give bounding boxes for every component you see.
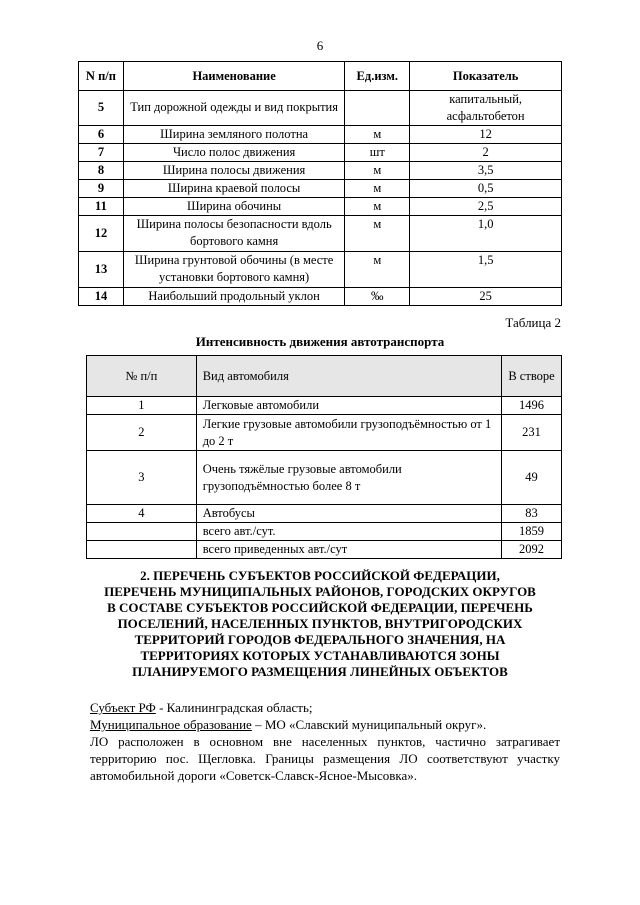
location-paragraph: ЛО расположен в основном вне населенных пунктов, частично затрагивает территорию пос. Щегловка. Границы размещения ЛО соответствуют участку автомобильной дороги «Советск-Славск-Ясное-Мысовка». <box>90 734 560 783</box>
row-number: 13 <box>79 251 124 287</box>
row-value: 1859 <box>502 523 562 541</box>
table-label: Таблица 2 <box>505 315 561 330</box>
table-row <box>79 287 562 305</box>
table-header-row <box>79 62 562 91</box>
page-number: 6 <box>316 38 324 53</box>
municipal-label: Муниципальное образование <box>90 717 252 732</box>
row-value: 3,5 <box>410 161 562 179</box>
column-header-value: Показатель <box>410 62 562 91</box>
row-unit: ‰ <box>345 287 410 305</box>
row-value: 83 <box>502 505 562 523</box>
row-unit: м <box>345 251 410 287</box>
column-header-value: В створе <box>502 356 562 397</box>
table-row <box>79 161 562 179</box>
column-header-number: № п/п <box>87 356 197 397</box>
municipal-line <box>90 716 560 733</box>
column-header-number: N п/п <box>79 62 124 91</box>
row-value: 1496 <box>502 397 562 415</box>
column-header-vehicle: Вид автомобиля <box>196 356 501 397</box>
table-title: Интенсивность движения автотранспорта <box>195 334 445 349</box>
row-unit: м <box>345 197 410 215</box>
row-value: 0,5 <box>410 179 562 197</box>
row-value: капитальный, асфальтобетон <box>410 91 562 126</box>
row-number: 7 <box>79 143 124 161</box>
table-row <box>79 91 562 126</box>
table-row <box>87 505 562 523</box>
table-row <box>79 143 562 161</box>
row-vehicle: всего приведенных авт./сут <box>196 541 501 559</box>
row-value: 12 <box>410 125 562 143</box>
row-number <box>87 523 197 541</box>
table-row <box>79 215 562 251</box>
table-row <box>87 397 562 415</box>
row-name: Ширина полосы движения <box>123 161 344 179</box>
row-name: Ширина обочины <box>123 197 344 215</box>
row-name: Ширина полосы безопасности вдоль бортового камня <box>123 215 344 251</box>
row-number: 8 <box>79 161 124 179</box>
row-vehicle: Автобусы <box>196 505 501 523</box>
row-value: 1,0 <box>410 215 562 251</box>
row-name: Ширина земляного полотна <box>123 125 344 143</box>
table-row <box>87 415 562 451</box>
row-value: 1,5 <box>410 251 562 287</box>
row-number: 12 <box>79 215 124 251</box>
row-name: Ширина краевой полосы <box>123 179 344 197</box>
row-unit <box>345 91 410 126</box>
row-number: 14 <box>79 287 124 305</box>
table-row <box>79 197 562 215</box>
row-value: 25 <box>410 287 562 305</box>
table-row <box>87 541 562 559</box>
row-number: 11 <box>79 197 124 215</box>
row-vehicle: Легковые автомобили <box>196 397 501 415</box>
subject-line <box>90 699 560 716</box>
section-heading: 2. ПЕРЕЧЕНЬ СУБЪЕКТОВ РОССИЙСКОЙ ФЕДЕРАЦИИ, ПЕРЕЧЕНЬ МУНИЦИПАЛЬНЫХ РАЙОНОВ, ГОРОДСКИХ ОКРУГОВ В СОСТАВЕ СУБЪЕКТОВ РОССИЙСКОЙ ФЕДЕРАЦИИ, ПЕРЕЧЕНЬ ПОСЕЛЕНИЙ, НАСЕЛЕННЫХ ПУНКТОВ, ВНУТРИГОРОДСКИХ ТЕРРИТОРИЙ ГОРОДОВ ФЕДЕРАЛЬНОГО ЗНАЧЕНИЯ, НА ТЕРРИТОРИЯХ КОТОРЫХ УСТАНАВЛИВАЮТСЯ ЗОНЫ ПЛАНИРУЕМОГО РАЗМЕЩЕНИЯ ЛИНЕЙНЫХ ОБЪЕКТОВ <box>104 568 536 679</box>
subject-value: - Калининградская область; <box>155 700 313 715</box>
road-parameters-table <box>78 61 562 306</box>
row-unit: м <box>345 179 410 197</box>
row-value: 2 <box>410 143 562 161</box>
row-number: 5 <box>79 91 124 126</box>
table-row <box>79 179 562 197</box>
table-header-row <box>87 356 562 397</box>
table-row <box>87 451 562 505</box>
column-header-name: Наименование <box>123 62 344 91</box>
row-unit: м <box>345 215 410 251</box>
row-name: Ширина грунтовой обочины (в месте установки бортового камня) <box>123 251 344 287</box>
row-name: Наибольший продольный уклон <box>123 287 344 305</box>
column-header-unit: Ед.изм. <box>345 62 410 91</box>
row-vehicle: Легкие грузовые автомобили грузоподъёмностью от 1 до 2 т <box>196 415 501 451</box>
row-value: 49 <box>502 451 562 505</box>
row-unit: м <box>345 161 410 179</box>
subject-label: Субъект РФ <box>90 700 156 715</box>
row-number: 9 <box>79 179 124 197</box>
table-row <box>87 523 562 541</box>
table-row <box>79 125 562 143</box>
row-value: 231 <box>502 415 562 451</box>
municipal-value: – МО «Славский муниципальный округ». <box>251 717 487 732</box>
row-number: 6 <box>79 125 124 143</box>
row-unit: шт <box>345 143 410 161</box>
row-value: 2,5 <box>410 197 562 215</box>
traffic-intensity-table <box>86 355 562 559</box>
row-number: 4 <box>87 505 197 523</box>
row-name: Тип дорожной одежды и вид покрытия <box>123 91 344 126</box>
row-number <box>87 541 197 559</box>
row-number: 2 <box>87 415 197 451</box>
row-unit: м <box>345 125 410 143</box>
table-row <box>79 251 562 287</box>
row-number: 3 <box>87 451 197 505</box>
row-vehicle: Очень тяжёлые грузовые автомобили грузоподъёмностью более 8 т <box>196 451 501 505</box>
row-value: 2092 <box>502 541 562 559</box>
row-vehicle: всего авт./сут. <box>196 523 501 541</box>
row-number: 1 <box>87 397 197 415</box>
row-name: Число полос движения <box>123 143 344 161</box>
